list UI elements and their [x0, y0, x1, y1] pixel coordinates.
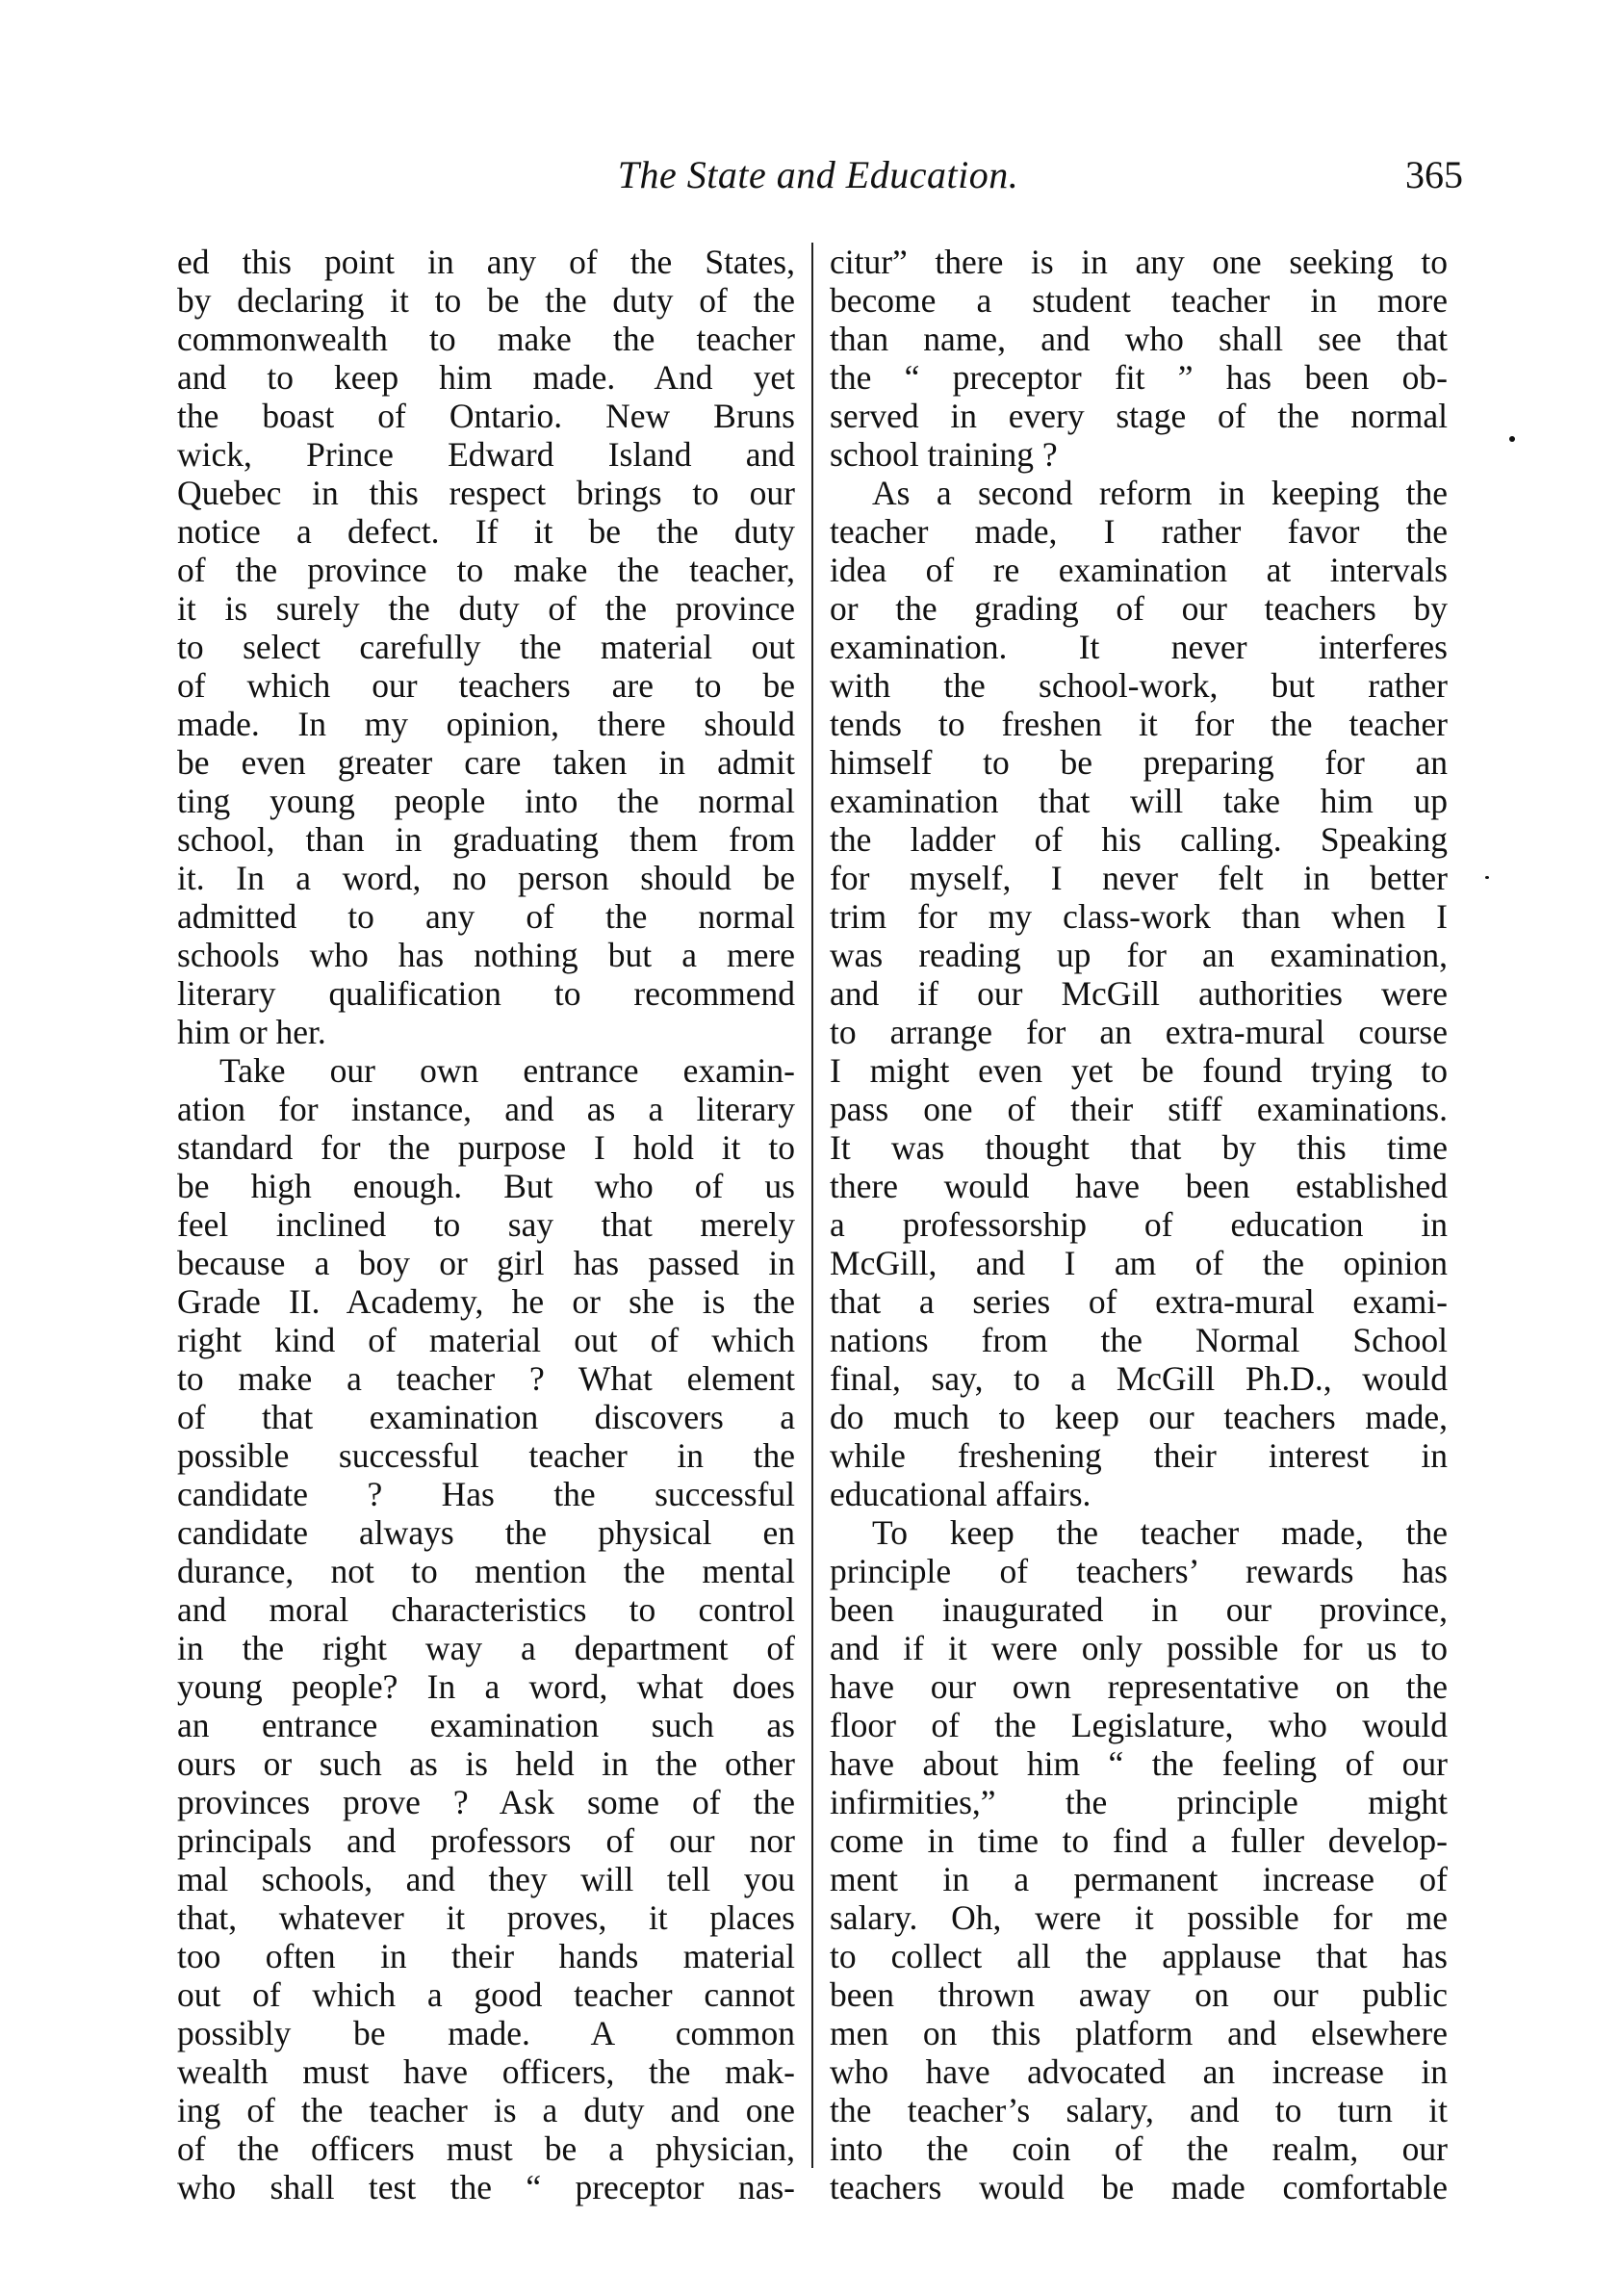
text-line: in the right way a department of — [177, 1629, 795, 1667]
text-line: durance, not to mention the mental — [177, 1552, 795, 1590]
text-line: been inaugurated in our province, — [830, 1590, 1448, 1629]
text-line: and if it were only possible for us to — [830, 1629, 1448, 1667]
text-line: of which our teachers are to be — [177, 666, 795, 705]
text-line: to make a teacher ? What element — [177, 1359, 795, 1398]
text-line: of the province to make the teacher, — [177, 551, 795, 589]
text-line: ment in a permanent increase of — [830, 1860, 1448, 1898]
text-line: candidate always the physical en — [177, 1513, 795, 1552]
text-line: right kind of material out of which — [177, 1321, 795, 1359]
text-line: and moral characteristics to control — [177, 1590, 795, 1629]
text-line: the ladder of his calling. Speaking — [830, 820, 1448, 859]
text-line: feel inclined to say that merely — [177, 1205, 795, 1244]
text-line: served in every stage of the normal — [830, 397, 1448, 435]
text-line: than name, and who shall see that — [830, 320, 1448, 358]
text-line: to select carefully the material out — [177, 628, 795, 666]
text-line: wick, Prince Edward Island and — [177, 435, 795, 474]
text-line: school, than in graduating them from — [177, 820, 795, 859]
text-line: who have advocated an increase in — [830, 2052, 1448, 2091]
text-line: of that examination discovers a — [177, 1398, 795, 1436]
text-line: ting young people into the normal — [177, 782, 795, 820]
text-line: possibly be made. A common — [177, 2014, 795, 2052]
text-line: to collect all the applause that has — [830, 1937, 1448, 1975]
text-line: him or her. — [177, 1013, 326, 1051]
text-line: because a boy or girl has passed in — [177, 1244, 795, 1282]
text-line: idea of re examination at intervals — [830, 551, 1448, 589]
text-line: admitted to any of the normal — [177, 897, 795, 936]
text-line: mal schools, and they will tell you — [177, 1860, 795, 1898]
text-line: It was thought that by this time — [830, 1128, 1448, 1167]
text-line: trim for my class-work than when I — [830, 897, 1448, 936]
text-line: out of which a good teacher cannot — [177, 1975, 795, 2014]
ink-speck — [1485, 876, 1489, 879]
text-line: be high enough. But who of us — [177, 1167, 795, 1205]
text-line: nations from the Normal School — [830, 1321, 1448, 1359]
text-line: Grade II. Academy, he or she is the — [177, 1282, 795, 1321]
text-line: ation for instance, and as a literary — [177, 1090, 795, 1128]
text-line: there would have been established — [830, 1167, 1448, 1205]
right-column — [830, 243, 1448, 2206]
text-line: the “ preceptor fit ” has been ob- — [830, 358, 1448, 397]
text-line: teachers would be made comfortable — [830, 2168, 1448, 2206]
text-line: ed this point in any of the States, — [177, 243, 795, 281]
page-header — [173, 144, 1463, 202]
text-line: the boast of Ontario. New Bruns — [177, 397, 795, 435]
text-line: notice a defect. If it be the duty — [177, 512, 795, 551]
text-line: himself to be preparing for an — [830, 743, 1448, 782]
text-line: standard for the purpose I hold it to — [177, 1128, 795, 1167]
text-line: school training ? — [830, 435, 1058, 474]
text-line: young people? In a word, what does — [177, 1667, 795, 1706]
text-line: with the school-work, but rather — [830, 666, 1448, 705]
text-line: commonwealth to make the teacher — [177, 320, 795, 358]
text-line: To keep the teacher made, the — [872, 1513, 1448, 1552]
text-line: and to keep him made. And yet — [177, 358, 795, 397]
text-line: been thrown away on our public — [830, 1975, 1448, 2014]
text-line: ing of the teacher is a duty and one — [177, 2091, 795, 2129]
text-line: or the grading of our teachers by — [830, 589, 1448, 628]
text-line: schools who has nothing but a mere — [177, 936, 795, 974]
text-line: that a series of extra-mural exami- — [830, 1282, 1448, 1321]
text-line: into the coin of the realm, our — [830, 2129, 1448, 2168]
text-line: an entrance examination such as — [177, 1706, 795, 1744]
left-column — [177, 243, 795, 2206]
text-line: possible successful teacher in the — [177, 1436, 795, 1475]
text-line: have our own representative on the — [830, 1667, 1448, 1706]
text-line: and if our McGill authorities were — [830, 974, 1448, 1013]
text-line: a professorship of education in — [830, 1205, 1448, 1244]
text-line: men on this platform and elsewhere — [830, 2014, 1448, 2052]
text-line: Take our own entrance examin- — [219, 1051, 795, 1090]
text-line: final, say, to a McGill Ph.D., would — [830, 1359, 1448, 1398]
page-number: 365 — [1405, 153, 1463, 196]
text-line: citur” there is in any one seeking to — [830, 243, 1448, 281]
text-line: who shall test the “ preceptor nas- — [177, 2168, 795, 2206]
text-line: examination. It never interferes — [830, 628, 1448, 666]
text-line: teacher made, I rather favor the — [830, 512, 1448, 551]
text-line: principle of teachers’ rewards has — [830, 1552, 1448, 1590]
text-line: be even greater care taken in admit — [177, 743, 795, 782]
text-line: candidate ? Has the successful — [177, 1475, 795, 1513]
text-line: salary. Oh, were it possible for me — [830, 1898, 1448, 1937]
text-line: come in time to find a fuller develop- — [830, 1821, 1448, 1860]
text-line: that, whatever it proves, it places — [177, 1898, 795, 1937]
text-line: McGill, and I am of the opinion — [830, 1244, 1448, 1282]
ink-speck — [1509, 436, 1515, 442]
text-line: was reading up for an examination, — [830, 936, 1448, 974]
text-line: tends to freshen it for the teacher — [830, 705, 1448, 743]
text-line: by declaring it to be the duty of the — [177, 281, 795, 320]
text-line: educational affairs. — [830, 1475, 1092, 1513]
text-line: it. In a word, no person should be — [177, 859, 795, 897]
text-line: floor of the Legislature, who would — [830, 1706, 1448, 1744]
text-line: to arrange for an extra-mural course — [830, 1013, 1448, 1051]
text-line: the teacher’s salary, and to turn it — [830, 2091, 1448, 2129]
text-line: while freshening their interest in — [830, 1436, 1448, 1475]
text-line: wealth must have officers, the mak- — [177, 2052, 795, 2091]
text-line: provinces prove ? Ask some of the — [177, 1783, 795, 1821]
text-line: pass one of their stiff examinations. — [830, 1090, 1448, 1128]
text-line: principals and professors of our nor — [177, 1821, 795, 1860]
text-line: do much to keep our teachers made, — [830, 1398, 1448, 1436]
text-line: it is surely the duty of the province — [177, 589, 795, 628]
text-line: too often in their hands material — [177, 1937, 795, 1975]
text-line: for myself, I never felt in better — [830, 859, 1448, 897]
text-line: Quebec in this respect brings to our — [177, 474, 795, 512]
text-line: ours or such as is held in the other — [177, 1744, 795, 1783]
column-divider — [811, 243, 813, 2168]
text-line: infirmities,” the principle might — [830, 1783, 1448, 1821]
text-line: have about him “ the feeling of our — [830, 1744, 1448, 1783]
text-line: become a student teacher in more — [830, 281, 1448, 320]
text-line: literary qualification to recommend — [177, 974, 795, 1013]
text-line: made. In my opinion, there should — [177, 705, 795, 743]
text-line: As a second reform in keeping the — [872, 474, 1448, 512]
text-line: of the officers must be a physician, — [177, 2129, 795, 2168]
text-line: examination that will take him up — [830, 782, 1448, 820]
running-title: The State and Education. — [617, 153, 1019, 196]
text-line: I might even yet be found trying to — [830, 1051, 1448, 1090]
